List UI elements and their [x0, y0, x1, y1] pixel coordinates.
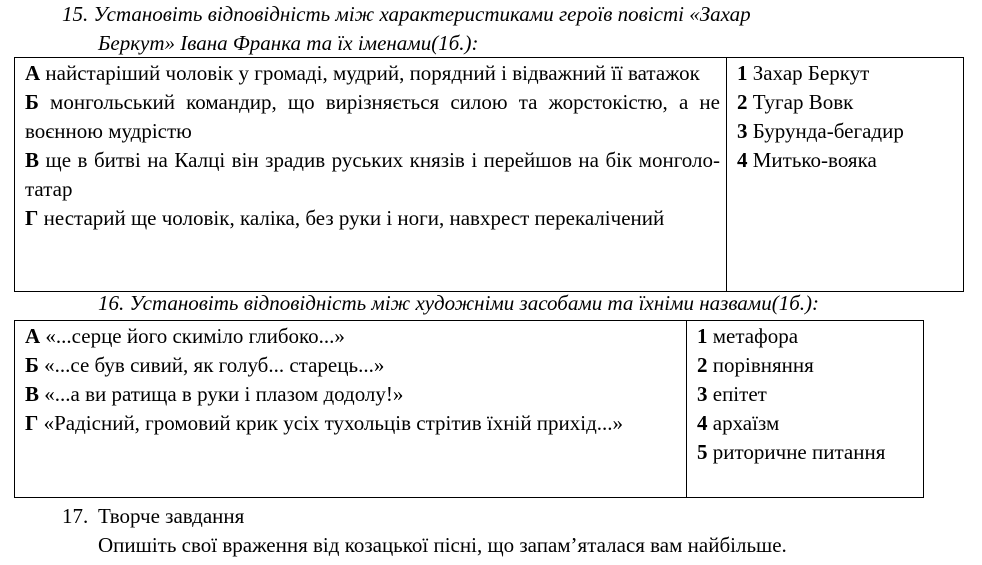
task-15-option-a: А найстаріший чоловік у громаді, мудрий, порядний і відважний її ватажок	[25, 61, 700, 85]
task-17-body: Опишіть свої враження від козацької пісні, що запам’яталася вам найбільше.	[98, 533, 787, 557]
task-15-option-b: Б монгольський командир, що вирізняється силою та жорстокістю, а не воєнною мудрістю	[25, 90, 720, 143]
task-16-name-4: 4 архаїзм	[697, 411, 780, 435]
task-15-name-2: 2 Тугар Вовк	[737, 90, 854, 114]
task-16-device-names	[687, 321, 924, 498]
task-15-title	[62, 0, 962, 58]
task-16-option-v: В «...а ви ратища в руки і плазом додолу!»	[25, 382, 404, 406]
task-17-title: Творче завдання	[98, 504, 245, 528]
task-16-name-3: 3 епітет	[697, 382, 767, 406]
task-17-number: 17.	[62, 504, 89, 528]
task-15-title-line1: 15. Установіть відповідність між характеристиками героїв повісті «Захар	[62, 2, 751, 26]
task-15-title-line2: Беркут» Івана Франка та їх іменами(1б.):	[98, 31, 479, 55]
task-15-table	[14, 57, 964, 292]
task-16-table	[14, 320, 924, 498]
task-16-title: 16. Установіть відповідність між художніми засобами та їхніми назвами(1б.):	[98, 291, 819, 315]
task-15-option-h: Г нестарий ще чоловік, каліка, без руки і ноги, навхрест перекалічений	[25, 206, 665, 230]
task-16-name-2: 2 порівняння	[697, 353, 814, 377]
task-15-name-4: 4 Митько-вояка	[737, 148, 877, 172]
task-16-option-b: Б «...се був сивий, як голуб... старець...»	[25, 353, 385, 377]
task-16-option-a: А «...серце його скиміло глибоко...»	[25, 324, 345, 348]
task-15-option-v: В ще в битві на Калці він зрадив руських князів і перейшов на бік монголо-татар	[25, 148, 720, 201]
task-16-name-5: 5 риторичне питання	[697, 440, 886, 464]
task-15-name-1: 1 Захар Беркут	[737, 61, 870, 85]
task-15-names	[727, 58, 964, 292]
task-16-quotes	[15, 321, 687, 498]
task-17-heading	[62, 502, 244, 531]
task-15-characteristics	[15, 58, 727, 292]
task-16-name-1: 1 метафора	[697, 324, 799, 348]
task-15-name-3: 3 Бурунда-бегадир	[737, 119, 904, 143]
task-16-option-h: Г «Радісний, громовий крик усіх тухольців стрітив їхній прихід...»	[25, 411, 624, 435]
